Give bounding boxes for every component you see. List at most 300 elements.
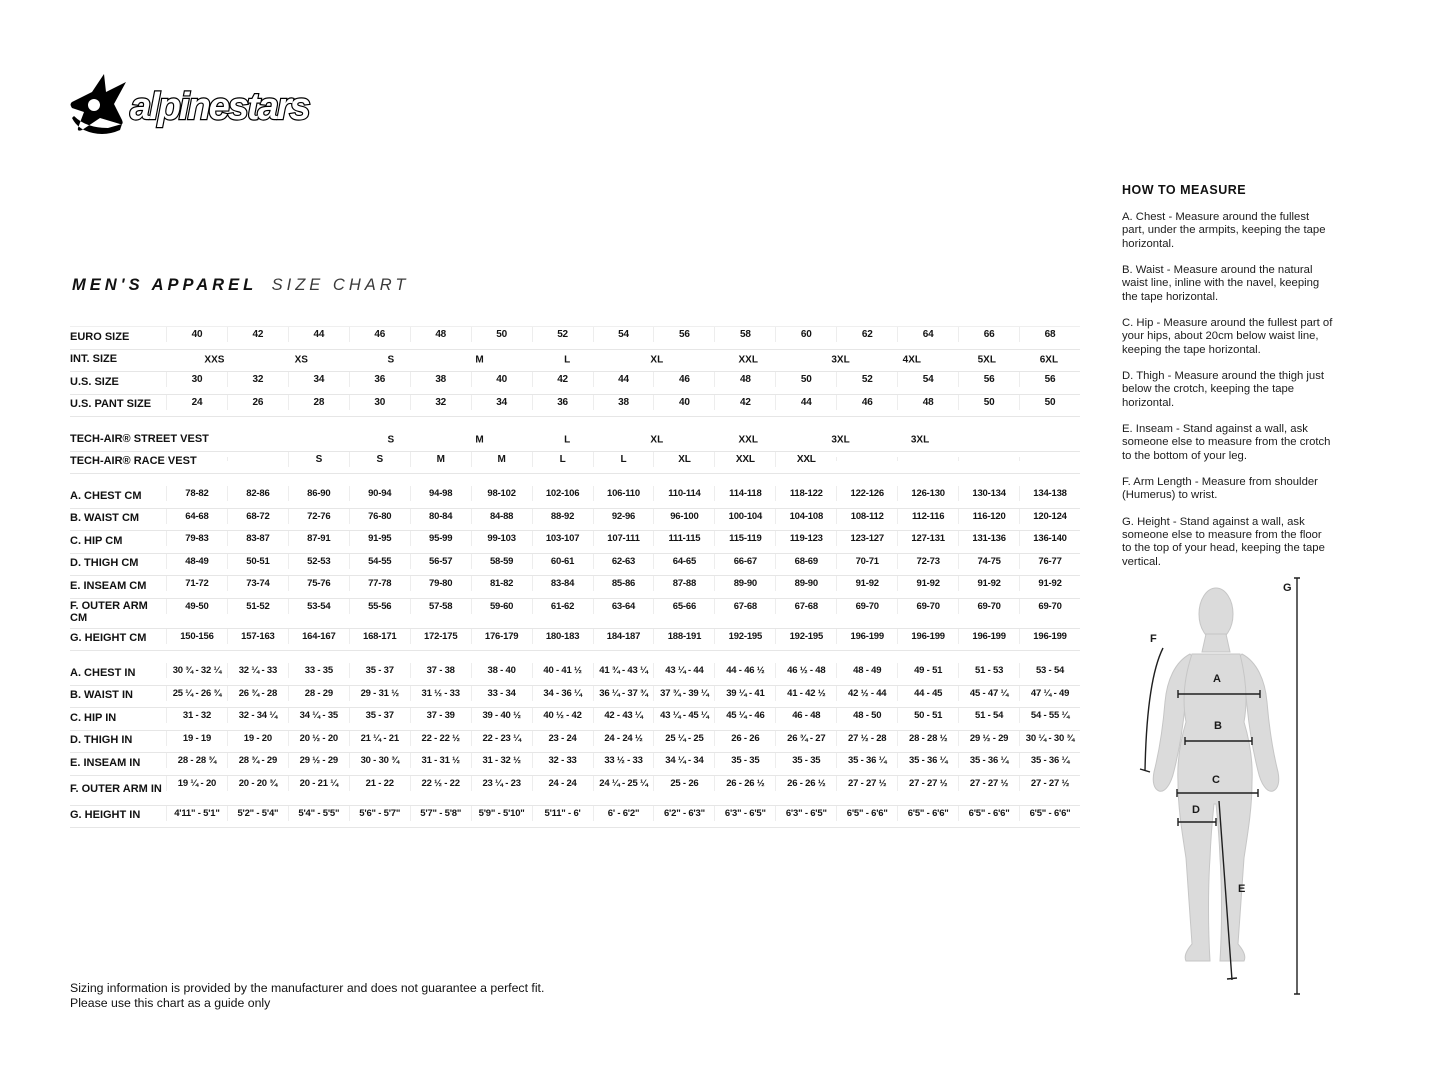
row-cells (166, 395, 1080, 410)
table-row (70, 554, 1080, 577)
how-to-measure-paragraphs (1122, 211, 1334, 569)
table-cell: 62-63 (593, 554, 654, 569)
table-cell (227, 457, 288, 461)
page-title (72, 276, 409, 295)
table-cell: 172-175 (410, 629, 471, 644)
table-row (70, 327, 1080, 350)
table-cell: 91-92 (958, 576, 1019, 591)
table-cell: 33 - 35 (288, 663, 349, 678)
row-label: A. CHEST IN (70, 666, 136, 679)
table-cell: 30 (349, 395, 410, 410)
table-cell: 27 - 27 ½ (897, 776, 958, 791)
table-cell: XXL (714, 452, 775, 467)
table-cell: 99-103 (471, 531, 532, 546)
table-cell: 50 - 51 (897, 708, 958, 723)
figure-label: B (1214, 720, 1222, 732)
table-cell: 157-163 (227, 629, 288, 644)
table-row (70, 486, 1080, 509)
table-cell: 5XL (977, 354, 996, 366)
size-table (70, 326, 1080, 840)
row-cells (166, 753, 1080, 768)
table-cell: 29 ½ - 29 (288, 753, 349, 768)
table-cell (836, 457, 897, 461)
table-cell: 168-171 (349, 629, 410, 644)
table-cell: 54 (897, 372, 958, 387)
table-cell: 46 (653, 372, 714, 387)
table-cell: 36 (532, 395, 593, 410)
table-cell: 3XL (831, 354, 850, 366)
row-cells (166, 372, 1080, 387)
table-cell: 40 (166, 327, 227, 342)
table-cell: 81-82 (471, 576, 532, 591)
table-cell: 52 (532, 327, 593, 342)
table-cell: 33 - 34 (471, 686, 532, 701)
table-cell: 48 - 50 (836, 708, 897, 723)
table-cell: 88-92 (532, 509, 593, 524)
table-cell: 77-78 (349, 576, 410, 591)
row-label: B. WAIST CM (70, 512, 140, 525)
table-cell: 4'11" - 5'1" (166, 806, 227, 821)
table-cell: 44 (288, 327, 349, 342)
table-cell: 5'2" - 5'4" (227, 806, 288, 821)
row-cells (166, 486, 1080, 501)
table-cell: 118-122 (775, 486, 836, 501)
table-cell: 30 - 30 ¾ (349, 753, 410, 768)
table-cell: 45 - 47 ¼ (958, 686, 1019, 701)
table-cell: 184-187 (593, 629, 654, 644)
table-cell: 83-87 (227, 531, 288, 546)
table-cell: 48 (714, 372, 775, 387)
row-cells (166, 554, 1080, 569)
table-cell: 76-77 (1019, 554, 1080, 569)
table-cell: 29 - 31 ½ (349, 686, 410, 701)
table-cell: 28 - 28 ½ (897, 731, 958, 746)
table-cell: 72-76 (288, 509, 349, 524)
row-cells (166, 327, 1080, 342)
table-row (70, 708, 1080, 731)
row-label: B. WAIST IN (70, 689, 133, 702)
table-cell: 5'7" - 5'8" (410, 806, 471, 821)
table-cell: 79-80 (410, 576, 471, 591)
table-cell: 50 (775, 372, 836, 387)
table-cell: 40 (653, 395, 714, 410)
table-cell: 30 ¼ - 30 ¾ (1019, 731, 1080, 746)
table-cell: 28 - 29 (288, 686, 349, 701)
table-cell: 42 ½ - 44 (836, 686, 897, 701)
table-cell: 27 - 27 ½ (1019, 776, 1080, 791)
table-cell: 36 (349, 372, 410, 387)
table-cell: 64-68 (166, 509, 227, 524)
table-cell: 180-183 (532, 629, 593, 644)
table-cell (897, 457, 958, 461)
star-highlight (88, 99, 100, 111)
table-cell: 68-69 (775, 554, 836, 569)
table-cell: 110-114 (653, 486, 714, 501)
table-cell: 6'5" - 6'6" (836, 806, 897, 821)
table-cell: 102-106 (532, 486, 593, 501)
table-cell: L (532, 452, 593, 467)
row-cells (166, 776, 1080, 791)
table-cell: 43 ¼ - 44 (653, 663, 714, 678)
table-cell: 35 - 36 ¼ (897, 753, 958, 768)
table-cell: 26 (227, 395, 288, 410)
table-group-inches (70, 663, 1080, 828)
table-cell: 57-58 (410, 599, 471, 614)
table-cell: 42 - 43 ¼ (593, 708, 654, 723)
table-cell: 65-66 (653, 599, 714, 614)
table-cell (958, 457, 1019, 461)
row-label: C. HIP IN (70, 711, 117, 724)
table-cell: 3XL (910, 434, 930, 446)
table-row (70, 731, 1080, 754)
table-cell: 58-59 (471, 554, 532, 569)
table-cell: 91-92 (1019, 576, 1080, 591)
table-cell: 95-99 (410, 531, 471, 546)
table-cell: XXL (738, 434, 758, 446)
table-cell: 192-195 (775, 629, 836, 644)
table-cell: 27 - 27 ½ (958, 776, 1019, 791)
row-label: U.S. PANT SIZE (70, 398, 152, 411)
table-cell: 60 (775, 327, 836, 342)
table-cell: 62 (836, 327, 897, 342)
table-cell: 87-88 (653, 576, 714, 591)
table-cell: 50 (471, 327, 532, 342)
table-cell: 63-64 (593, 599, 654, 614)
table-cell: 115-119 (714, 531, 775, 546)
table-cell: 6XL (1039, 354, 1059, 366)
table-cell: 92-96 (593, 509, 654, 524)
table-cell: 30 ¾ - 32 ¼ (166, 663, 227, 678)
table-cell: XS (294, 354, 308, 366)
table-cell: 42 (532, 372, 593, 387)
measure-instruction: E. Inseam - Stand against a wall, ask someone else to measure from the crotch to the bottom of your leg. (1122, 422, 1331, 462)
table-cell: 122-126 (836, 486, 897, 501)
row-label: INT. SIZE (70, 353, 118, 366)
table-cell: 6'5" - 6'6" (1019, 806, 1080, 821)
table-cell: XL (650, 434, 664, 446)
table-cell: M (471, 452, 532, 467)
table-cell: 24 - 24 (532, 776, 593, 791)
table-cell: 80-84 (410, 509, 471, 524)
table-cell: 32 (227, 372, 288, 387)
table-cell: 103-107 (532, 531, 593, 546)
table-cell: 35 - 36 ¼ (1019, 753, 1080, 768)
table-cell: 66-67 (714, 554, 775, 569)
table-cell: 55-56 (349, 599, 410, 614)
table-cell: 44 - 45 (897, 686, 958, 701)
table-cell: 31 ½ - 33 (410, 686, 471, 701)
table-cell: 79-83 (166, 531, 227, 546)
row-cells (166, 509, 1080, 524)
row-label: E. INSEAM IN (70, 756, 141, 769)
table-cell: 51 - 53 (958, 663, 1019, 678)
table-cell: 40 ½ - 42 (532, 708, 593, 723)
table-cell: 21 - 22 (349, 776, 410, 791)
table-cell: 22 ½ - 22 (410, 776, 471, 791)
table-cell: 35 - 37 (349, 663, 410, 678)
table-cell: 59-60 (471, 599, 532, 614)
table-cell: 56 (653, 327, 714, 342)
table-cell: 134-138 (1019, 486, 1080, 501)
table-cell: 120-124 (1019, 509, 1080, 524)
table-row (70, 395, 1080, 418)
table-cell: 32 - 34 ¼ (227, 708, 288, 723)
table-cell: 89-90 (714, 576, 775, 591)
table-cell: 6'5" - 6'6" (897, 806, 958, 821)
table-cell: 50 (1019, 395, 1080, 410)
table-cell: 87-91 (288, 531, 349, 546)
table-cell: 26 - 26 ½ (714, 776, 775, 791)
table-cell: 20 ½ - 20 (288, 731, 349, 746)
row-label: E. INSEAM CM (70, 579, 147, 592)
table-cell: 36 ¼ - 37 ¾ (593, 686, 654, 701)
table-cell: 51-52 (227, 599, 288, 614)
table-cell: 78-82 (166, 486, 227, 501)
table-cell: XL (650, 354, 664, 366)
table-cell: 6' - 6'2" (593, 806, 654, 821)
table-cell: 119-123 (775, 531, 836, 546)
table-cell: 104-108 (775, 509, 836, 524)
table-cell: 22 - 23 ¼ (471, 731, 532, 746)
table-cell: 73-74 (227, 576, 288, 591)
table-cell: 42 (227, 327, 288, 342)
table-cell (1019, 457, 1080, 461)
row-label: F. OUTER ARM IN (70, 783, 162, 796)
table-cell: 131-136 (958, 531, 1019, 546)
table-row (70, 629, 1080, 652)
table-cell: 40 - 41 ½ (532, 663, 593, 678)
table-cell: L (564, 354, 571, 366)
measure-instruction: C. Hip - Measure around the fullest part of your hips, about 20cm below waist line, keeping the tape horizontal. (1122, 316, 1333, 356)
table-cell: 23 ¼ - 23 (471, 776, 532, 791)
table-cell: 4XL (902, 354, 921, 366)
table-cell: 39 ¼ - 41 (714, 686, 775, 701)
row-label: TECH-AIR® STREET VEST (70, 432, 209, 445)
row-cells (166, 350, 1080, 372)
table-cell: 5'9" - 5'10" (471, 806, 532, 821)
table-cell: 26 - 26 ½ (775, 776, 836, 791)
table-cell: 82-86 (227, 486, 288, 501)
table-cell: 75-76 (288, 576, 349, 591)
table-cell: 31 - 32 (166, 708, 227, 723)
table-cell: 196-199 (1019, 629, 1080, 644)
table-cell: 136-140 (1019, 531, 1080, 546)
table-cell: 37 ¾ - 39 ¼ (653, 686, 714, 701)
table-cell: 26 ¾ - 27 (775, 731, 836, 746)
table-cell: 130-134 (958, 486, 1019, 501)
table-cell: 19 - 19 (166, 731, 227, 746)
table-cell: 26 ¾ - 28 (227, 686, 288, 701)
table-cell: 54 - 55 ¼ (1019, 708, 1080, 723)
table-cell: 61-62 (532, 599, 593, 614)
table-cell: 44 (593, 372, 654, 387)
table-cell: 54-55 (349, 554, 410, 569)
table-cell: 31 - 31 ½ (410, 753, 471, 768)
table-cell: 69-70 (1019, 599, 1080, 614)
table-cell: 27 - 27 ½ (836, 776, 897, 791)
table-cell: 35 - 35 (714, 753, 775, 768)
table-cell: 24 (166, 395, 227, 410)
table-cell: 25 ¼ - 26 ¾ (166, 686, 227, 701)
table-group-sizes (70, 327, 1080, 417)
table-cell: 29 ½ - 29 (958, 731, 1019, 746)
table-cell: 70-71 (836, 554, 897, 569)
table-cell: 19 - 20 (227, 731, 288, 746)
table-cell: 64 (897, 327, 958, 342)
table-row (70, 372, 1080, 395)
title-sub: SIZE CHART (271, 276, 410, 294)
measure-instruction: F. Arm Length - Measure from shoulder (Humerus) to wrist. (1122, 475, 1318, 502)
table-cell: 34 ¼ - 34 (653, 753, 714, 768)
table-cell: 3XL (831, 434, 850, 446)
table-row (70, 452, 1080, 475)
table-cell: 6'3" - 6'5" (714, 806, 775, 821)
table-cell: 56 (1019, 372, 1080, 387)
table-cell: 164-167 (288, 629, 349, 644)
table-cell: 31 - 32 ½ (471, 753, 532, 768)
table-cell: S (349, 452, 410, 467)
table-cell: 22 - 22 ½ (410, 731, 471, 746)
table-cell: 67-68 (775, 599, 836, 614)
table-cell: 35 - 36 ¼ (958, 753, 1019, 768)
table-cell: S (288, 452, 349, 467)
table-cell: 37 - 38 (410, 663, 471, 678)
table-cell: S (387, 434, 395, 446)
table-cell: 69-70 (958, 599, 1019, 614)
table-cell: 68 (1019, 327, 1080, 342)
table-cell: 66 (958, 327, 1019, 342)
table-cell: 35 - 35 (775, 753, 836, 768)
table-cell: 196-199 (836, 629, 897, 644)
table-cell: 37 - 39 (410, 708, 471, 723)
table-cell: 106-110 (593, 486, 654, 501)
disclaimer-line: Please use this chart as a guide only (70, 995, 271, 1010)
table-cell: 83-84 (532, 576, 593, 591)
table-row (70, 599, 1080, 629)
table-cell: 50 (958, 395, 1019, 410)
figure-label: A (1213, 673, 1221, 685)
table-cell: 89-90 (775, 576, 836, 591)
table-cell: 114-118 (714, 486, 775, 501)
table-cell: 69-70 (836, 599, 897, 614)
table-cell: 20 - 20 ¾ (227, 776, 288, 791)
row-cells (166, 531, 1080, 546)
table-cell: 35 - 36 ¼ (836, 753, 897, 768)
table-cell: 71-72 (166, 576, 227, 591)
table-cell: 116-120 (958, 509, 1019, 524)
table-cell: M (475, 354, 484, 366)
table-cell: 85-86 (593, 576, 654, 591)
table-cell: 28 - 28 ¾ (166, 753, 227, 768)
measure-instruction: D. Thigh - Measure around the thigh just below the crotch, keeping the tape horizontal. (1122, 369, 1324, 409)
table-cell: 91-92 (836, 576, 897, 591)
table-cell: 33 ½ - 33 (593, 753, 654, 768)
table-cell: 39 - 40 ½ (471, 708, 532, 723)
row-cells (166, 708, 1080, 723)
table-cell: 60-61 (532, 554, 593, 569)
row-label: A. CHEST CM (70, 489, 142, 502)
table-cell: 40 (471, 372, 532, 387)
table-cell: 41 ¾ - 43 ¼ (593, 663, 654, 678)
table-cell: 100-104 (714, 509, 775, 524)
table-cell: 196-199 (897, 629, 958, 644)
table-cell: 25 - 26 (653, 776, 714, 791)
table-cell: 38 - 40 (471, 663, 532, 678)
table-cell: S (387, 354, 395, 366)
row-cells (166, 429, 1080, 451)
table-cell: 188-191 (653, 629, 714, 644)
table-cell: 52-53 (288, 554, 349, 569)
row-label: G. HEIGHT IN (70, 809, 141, 822)
table-cell: 46 ½ - 48 (775, 663, 836, 678)
table-cell: 127-131 (897, 531, 958, 546)
table-cell: 34 ¼ - 35 (288, 708, 349, 723)
table-cell: 5'6" - 5'7" (349, 806, 410, 821)
table-cell (166, 457, 227, 461)
table-cell: 49-50 (166, 599, 227, 614)
figure-label: E (1238, 883, 1246, 895)
table-cell: 107-111 (593, 531, 654, 546)
measure-instruction: G. Height - Stand against a wall, ask someone else to measure from the floor to the top of your head, keeping the tape vertical. (1122, 515, 1325, 568)
row-cells (166, 452, 1080, 467)
table-cell: M (475, 434, 484, 446)
title-main: MEN'S APPAREL (72, 276, 258, 294)
table-cell: 58 (714, 327, 775, 342)
table-cell: 126-130 (897, 486, 958, 501)
disclaimer-line: Sizing information is provided by the manufacturer and does not guarantee a perfect fit. (70, 981, 545, 995)
table-cell: 53 - 54 (1019, 663, 1080, 678)
table-cell: 43 ¼ - 45 ¼ (653, 708, 714, 723)
table-cell: XXL (738, 354, 758, 366)
table-row (70, 663, 1080, 686)
table-row (70, 576, 1080, 599)
table-cell: XL (653, 452, 714, 467)
table-cell: 25 ¼ - 25 (653, 731, 714, 746)
table-cell: 91-95 (349, 531, 410, 546)
row-label: D. THIGH CM (70, 557, 139, 570)
table-cell: 38 (593, 395, 654, 410)
table-cell: 28 ¾ - 29 (227, 753, 288, 768)
table-row (70, 350, 1080, 373)
table-cell: 19 ¼ - 20 (166, 776, 227, 791)
table-row (70, 429, 1080, 452)
table-cell: 6'2" - 6'3" (653, 806, 714, 821)
table-cell: 28 (288, 395, 349, 410)
row-label: D. THIGH IN (70, 734, 133, 747)
figure-label: C (1212, 774, 1220, 786)
table-cell: 20 - 21 ¼ (288, 776, 349, 791)
table-cell: 51 - 54 (958, 708, 1019, 723)
table-cell: 41 - 42 ½ (775, 686, 836, 701)
row-cells (166, 663, 1080, 678)
measure-instruction: B. Waist - Measure around the natural waist line, inline with the navel, keeping the tape horizontal. (1122, 263, 1320, 303)
disclaimer (70, 981, 544, 1011)
table-cell: 74-75 (958, 554, 1019, 569)
table-cell: 45 ¼ - 46 (714, 708, 775, 723)
table-cell: 176-179 (471, 629, 532, 644)
table-cell: 53-54 (288, 599, 349, 614)
row-label: C. HIP CM (70, 534, 123, 547)
table-cell: 76-80 (349, 509, 410, 524)
figure-label: F (1150, 633, 1157, 645)
row-cells (166, 629, 1080, 644)
table-cell: 48 (897, 395, 958, 410)
table-row (70, 509, 1080, 532)
table-cell: 123-127 (836, 531, 897, 546)
table-cell: 34 (471, 395, 532, 410)
table-cell: 54 (593, 327, 654, 342)
table-cell: 96-100 (653, 509, 714, 524)
